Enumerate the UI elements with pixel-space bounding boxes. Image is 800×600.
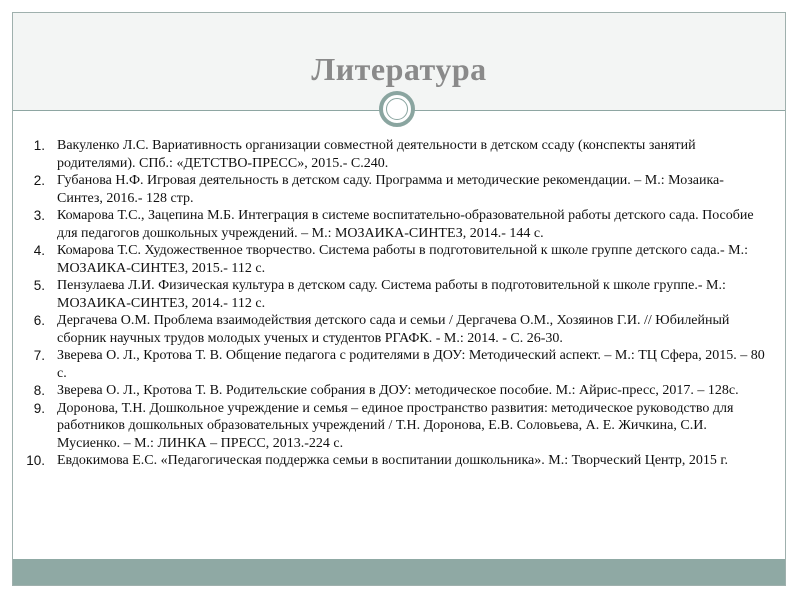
- reference-text: Дергачева О.М. Проблема взаимодействия детского сада и семьи / Дергачева О.М., Хозяинов Г.И. // Юбилейный сборник научных трудов молодых ученых и студентов РГАФК. - М.: 2014. - С. 26-30.: [57, 313, 730, 346]
- reference-item: [13, 312, 787, 347]
- reference-list: [13, 137, 787, 470]
- reference-text: Зверева О. Л., Кротова Т. В. Родительские собрания в ДОУ: методическое пособие. М.: Айрис-пресс, 2017. – 128с.: [57, 383, 739, 398]
- reference-number: 7.: [33, 348, 45, 363]
- reference-number: 1.: [33, 138, 45, 153]
- footer-band: [13, 559, 785, 585]
- reference-text: Вакуленко Л.С. Вариативность организации совместной деятельности в детском ссаду (конспекты занятий родителями). СПб.: «ДЕТСТВО-ПРЕСС», 2015.- С.240.: [57, 138, 696, 171]
- reference-item: [13, 277, 787, 312]
- reference-number: 9.: [33, 400, 45, 416]
- reference-item: [13, 137, 787, 172]
- ring-ornament-icon: [379, 91, 415, 127]
- reference-text: Губанова Н.Ф. Игровая деятельность в детском саду. Программа и методические рекомендации. – М.: Мозаика-Синтез, 2016.- 128 стр.: [57, 173, 724, 206]
- reference-item: [13, 382, 787, 400]
- reference-item: [13, 400, 787, 453]
- reference-text: Зверева О. Л., Кротова Т. В. Общение педагога с родителями в ДОУ: Методический аспект. – М.: ТЦ Сфера, 2015. – 80 с.: [57, 348, 765, 381]
- slide: [12, 12, 786, 586]
- reference-number: 4.: [33, 243, 45, 258]
- reference-item: [13, 207, 787, 242]
- reference-text: Евдокимова Е.С. «Педагогическая поддержка семьи в воспитании дошкольника». М.: Творческий Центр, 2015 г.: [57, 453, 728, 468]
- reference-number: 5.: [33, 278, 45, 293]
- reference-text: Комарова Т.С., Зацепина М.Б. Интеграция в системе воспитательно-образовательной работы детского сада. Пособие для педагогов дошкольных учреждений. – М.: МОЗАИКА-СИНТЕЗ, 2014.- 144 с.: [57, 208, 754, 241]
- reference-text: Доронова, Т.Н. Дошкольное учреждение и семья – единое пространство развития: методическое руководство для работников дошкольных образовательных учреждений / Т.Н. Доронова, Е.В. Соловьева, А. Е. Жичкина, С.И. Мусиенко. – М.: ЛИНКА – ПРЕСС, 2013.-224 с.: [57, 400, 734, 451]
- reference-number: 2.: [33, 173, 45, 188]
- reference-item: [13, 452, 787, 470]
- reference-text: Пензулаева Л.И. Физическая культура в детском саду. Система работы в подготовительной к школе группе.- М.: МОЗАИКА-СИНТЕЗ, 2014.- 112 с.: [57, 278, 726, 311]
- reference-text: Комарова Т.С. Художественное творчество. Система работы в подготовительной к школе группе детского сада.- М.: МОЗАИКА-СИНТЕЗ, 2015.- 112 с.: [57, 243, 748, 276]
- reference-item: [13, 347, 787, 382]
- slide-title: Литература: [311, 51, 487, 87]
- reference-item: [13, 172, 787, 207]
- reference-number: 10.: [26, 453, 45, 468]
- reference-item: [13, 242, 787, 277]
- reference-number: 3.: [33, 208, 45, 223]
- reference-number: 6.: [33, 313, 45, 328]
- reference-number: 8.: [33, 383, 45, 398]
